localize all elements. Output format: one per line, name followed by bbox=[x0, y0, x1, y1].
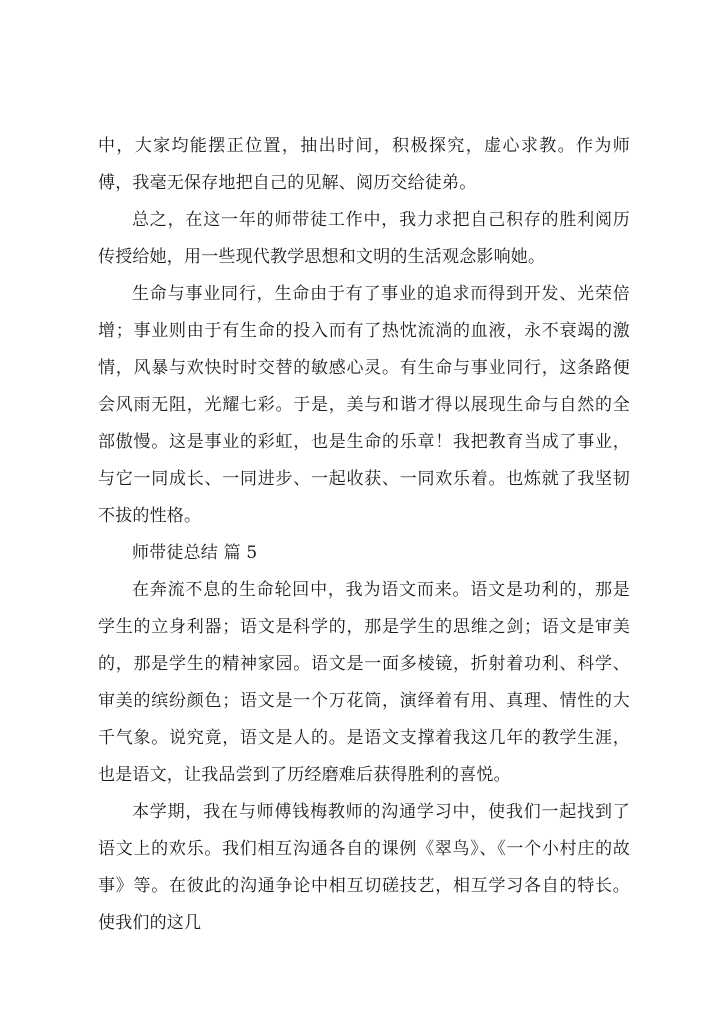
paragraph-3: 生命与事业同行，生命由于有了事业的追求而得到开发、光荣倍增；事业则由于有生命的投入而有了热忱流淌的血液，永不衰竭的激情，风暴与欢快时时交替的敏感心灵。有生命与事业同行，这条路便会风雨无阻，光耀七彩。于是，美与和谐才得以展现生命与自然的全部傲慢。这是事业的彩虹，也是生命的乐章！我把教育当成了事业，与它一同成长、一同进步、一起收获、一同欢乐着。也炼就了我坚韧不拔的性格。 bbox=[98, 284, 630, 526]
document-body bbox=[98, 128, 630, 942]
paragraph-2: 总之，在这一年的师带徒工作中，我力求把自己积存的胜利阅历传授给她，用一些现代教学思想和文明的生活观念影响她。 bbox=[98, 210, 630, 267]
paragraph-5: 本学期，我在与师傅钱梅教师的沟通学习中，使我们一起找到了语文上的欢乐。我们相互沟通各自的课例《翠鸟》、《一个小村庄的故事》等。在彼此的沟通争论中相互切磋技艺，相互学习各自的特长。使我们的这几 bbox=[98, 802, 630, 933]
paragraph-4: 在奔流不息的生命轮回中，我为语文而来。语文是功利的，那是学生的立身利器；语文是科学的，那是学生的思维之剑；语文是审美的，那是学生的精神家园。语文是一面多棱镜，折射着功利、科学、审美的缤纷颜色；语文是一个万花筒，演绎着有用、真理、情性的大千气象。说究竟，语文是人的。是语文支撑着我这几年的教学生涯，也是语文，让我品尝到了历经磨难后获得胜利的喜悦。 bbox=[98, 580, 630, 785]
paragraph-1: 中，大家均能摆正位置，抽出时间，积极探究，虚心求教。作为师傅，我毫无保存地把自己的见解、阅历交给徒弟。 bbox=[98, 136, 630, 193]
section-heading: 师带徒总结 篇 5 bbox=[132, 543, 258, 563]
